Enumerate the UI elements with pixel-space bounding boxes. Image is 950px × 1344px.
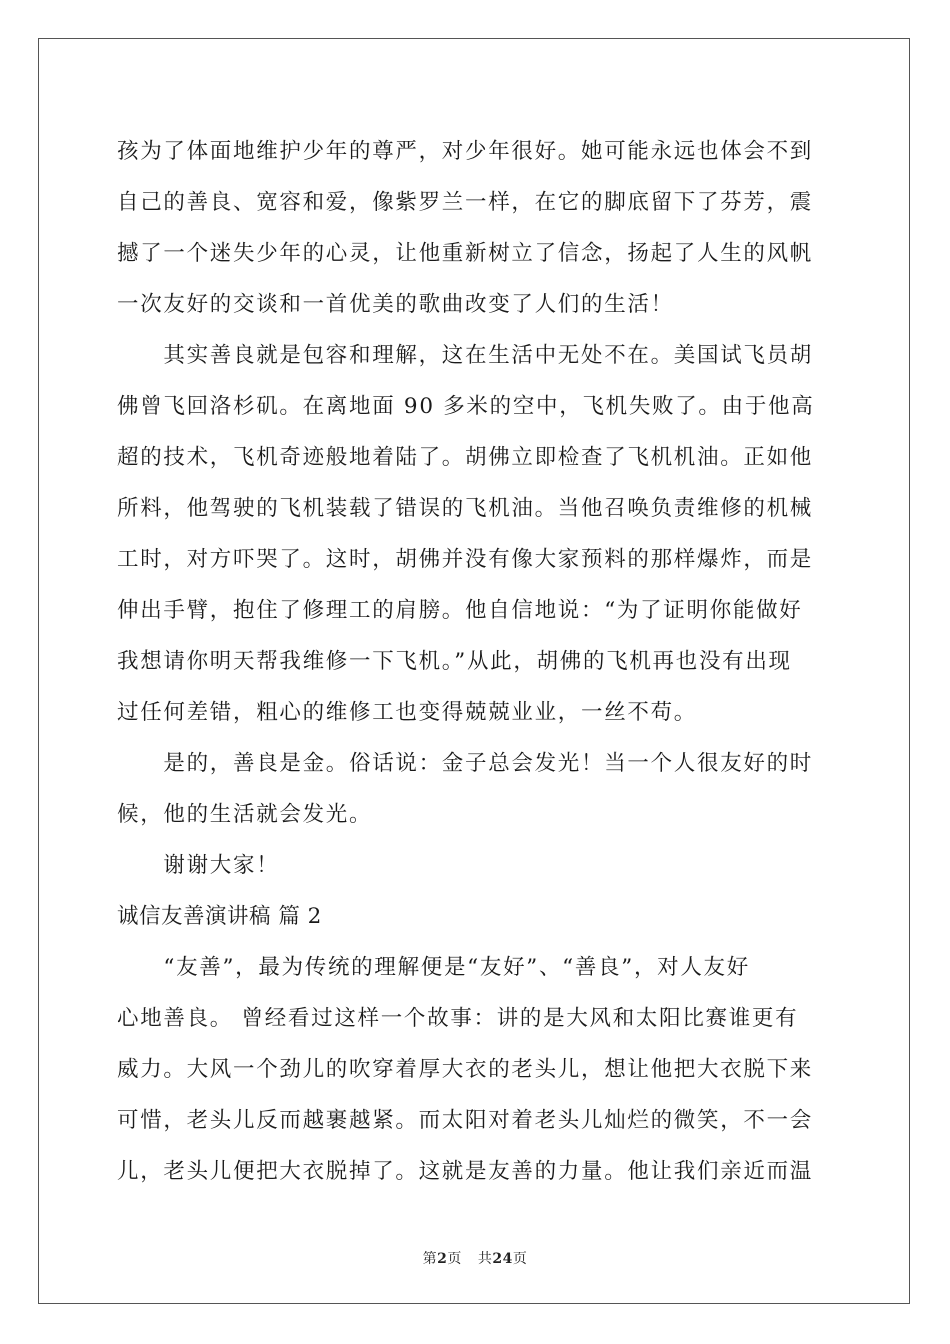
- text-line: 是的，善良是金。俗话说：金子总会发光！当一个人很友好的时: [117, 751, 814, 776]
- text-line: 其实善良就是包容和理解，这在生活中无处不在。美国试飞员胡: [117, 343, 814, 368]
- text-line: 谢谢大家！: [117, 853, 280, 878]
- text-line: 一次友好的交谈和一首优美的歌曲改变了人们的生活！: [117, 292, 674, 317]
- text-line: 伸出手臂，抱住了修理工的肩膀。他自信地说：“为了证明你能做好: [117, 598, 803, 623]
- total-label-prefix: 共: [477, 1251, 493, 1267]
- text-line: 威力。大风一个劲儿的吹穿着厚大衣的老头儿，想让他把大衣脱下来: [117, 1057, 814, 1082]
- page-footer: [0, 1248, 950, 1268]
- text-line: 超的技术，飞机奇迹般地着陆了。胡佛立即检查了飞机机油。正如他: [117, 445, 814, 470]
- text-line: 所料，他驾驶的飞机装载了错误的飞机油。当他召唤负责维修的机械: [117, 496, 814, 521]
- total-page-count: 24: [492, 1251, 513, 1267]
- text-line: 我想请你明天帮我维修一下飞机。”从此，胡佛的飞机再也没有出现: [117, 649, 792, 674]
- text-line: 可惜，老头儿反而越裹越紧。而太阳对着老头儿灿烂的微笑，不一会: [117, 1108, 814, 1133]
- text-line: 孩为了体面地维护少年的尊严，对少年很好。她可能永远也体会不到: [117, 139, 814, 164]
- document-body: [117, 126, 833, 1197]
- text-line: 撼了一个迷失少年的心灵，让他重新树立了信念，扬起了人生的风帆: [117, 241, 814, 266]
- total-label-suffix: 页: [512, 1251, 528, 1267]
- text-line: 佛曾飞回洛杉矶。在离地面 90 多米的空中，飞机失败了。由于他高: [117, 394, 815, 419]
- text-line: 过任何差错，粗心的维修工也变得兢兢业业，一丝不苟。: [117, 700, 698, 725]
- page-label-prefix: 第: [422, 1251, 438, 1267]
- text-line: 工时，对方吓哭了。这时，胡佛并没有像大家预料的那样爆炸，而是: [117, 547, 814, 572]
- page-label-suffix: 页: [447, 1251, 462, 1267]
- text-line: 心地善良。 曾经看过这样一个故事：讲的是大风和太阳比赛谁更有: [117, 1006, 799, 1031]
- section-heading: 诚信友善演讲稿 篇 2: [117, 904, 322, 929]
- text-line: “友善”，最为传统的理解便是“友好”、“善良”，对人友好: [117, 955, 750, 980]
- text-line: 儿，老头儿便把大衣脱掉了。这就是友善的力量。他让我们亲近而温: [117, 1159, 814, 1184]
- current-page-number: 2: [437, 1251, 448, 1267]
- text-line: 候，他的生活就会发光。: [117, 802, 373, 827]
- text-line: 自己的善良、宽容和爱，像紫罗兰一样，在它的脚底留下了芬芳，震: [117, 190, 814, 215]
